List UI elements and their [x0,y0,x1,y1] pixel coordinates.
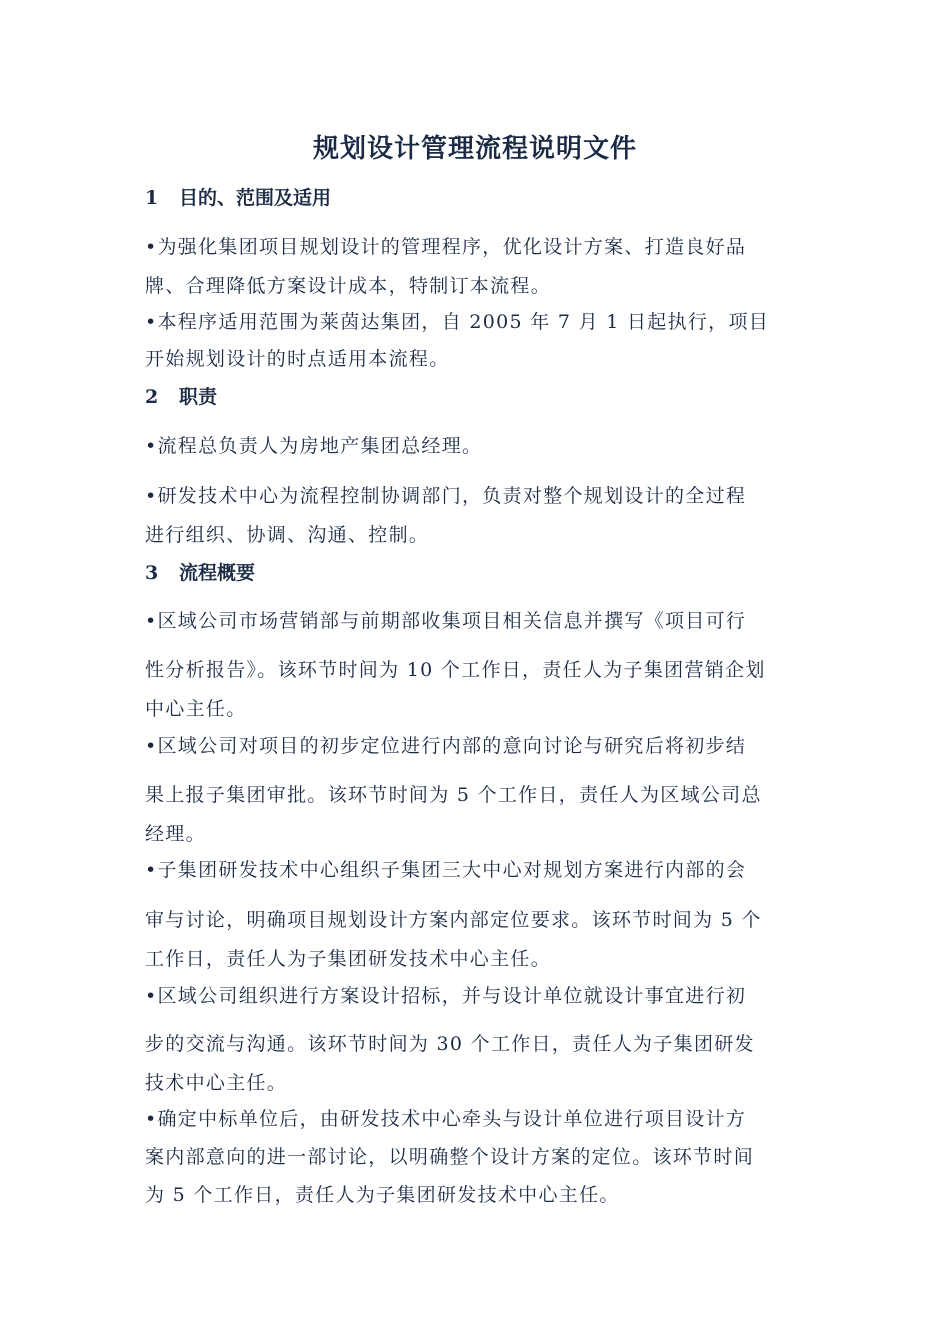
text-line: 开始规划设计的时点适用本流程。 [145,348,450,370]
section-title: 流程概要 [179,562,256,584]
text-line: 经理。 [145,823,206,845]
text-line: 步的交流与沟通。该环节时间为 30 个工作日，责任人为子集团研发 [145,1033,755,1055]
text-line: •流程总负责人为房地产集团总经理。 [145,435,483,457]
section-title: 目的、范围及适用 [179,187,332,209]
text-line: 技术中心主任。 [145,1072,288,1094]
text-line: 工作日，责任人为子集团研发技术中心主任。 [145,948,552,970]
section-number: 1 [145,187,159,209]
text-line: 进行组织、协调、沟通、控制。 [145,524,430,546]
section-heading-3 [145,559,255,587]
text-line: 案内部意向的进一部讨论，以明确整个设计方案的定位。该环节时间 [145,1146,755,1168]
text-line: 为 5 个工作日，责任人为子集团研发技术中心主任。 [145,1184,620,1206]
document-title: 规划设计管理流程说明文件 [312,134,637,164]
text-line: 中心主任。 [145,698,247,720]
text-line: 审与讨论，明确项目规划设计方案内部定位要求。该环节时间为 5 个 [145,909,762,931]
section-heading-2 [145,383,217,411]
text-line: •区域公司组织进行方案设计招标，并与设计单位就设计事宜进行初 [145,985,747,1007]
text-line: •为强化集团项目规划设计的管理程序，优化设计方案、打造良好品 [145,236,747,258]
text-line: •子集团研发技术中心组织子集团三大中心对规划方案进行内部的会 [145,859,747,881]
text-line: •区域公司对项目的初步定位进行内部的意向讨论与研究后将初步结 [145,735,747,757]
text-line: •区域公司市场营销部与前期部收集项目相关信息并撰写《项目可行 [145,610,747,632]
text-line: 果上报子集团审批。该环节时间为 5 个工作日，责任人为区域公司总 [145,784,762,806]
text-line: •研发技术中心为流程控制协调部门，负责对整个规划设计的全过程 [145,485,747,507]
section-title: 职责 [179,386,218,408]
text-line: 性分析报告》。该环节时间为 10 个工作日，责任人为子集团营销企划 [145,659,766,681]
section-heading-1 [145,184,331,212]
text-line: •本程序适用范围为莱茵达集团，自 2005 年 7 月 1 日起执行，项目 [145,311,770,333]
section-number: 3 [145,562,159,584]
text-line: •确定中标单位后，由研发技术中心牵头与设计单位进行项目设计方 [145,1108,747,1130]
text-line: 牌、合理降低方案设计成本，特制订本流程。 [145,275,552,297]
section-number: 2 [145,386,159,408]
